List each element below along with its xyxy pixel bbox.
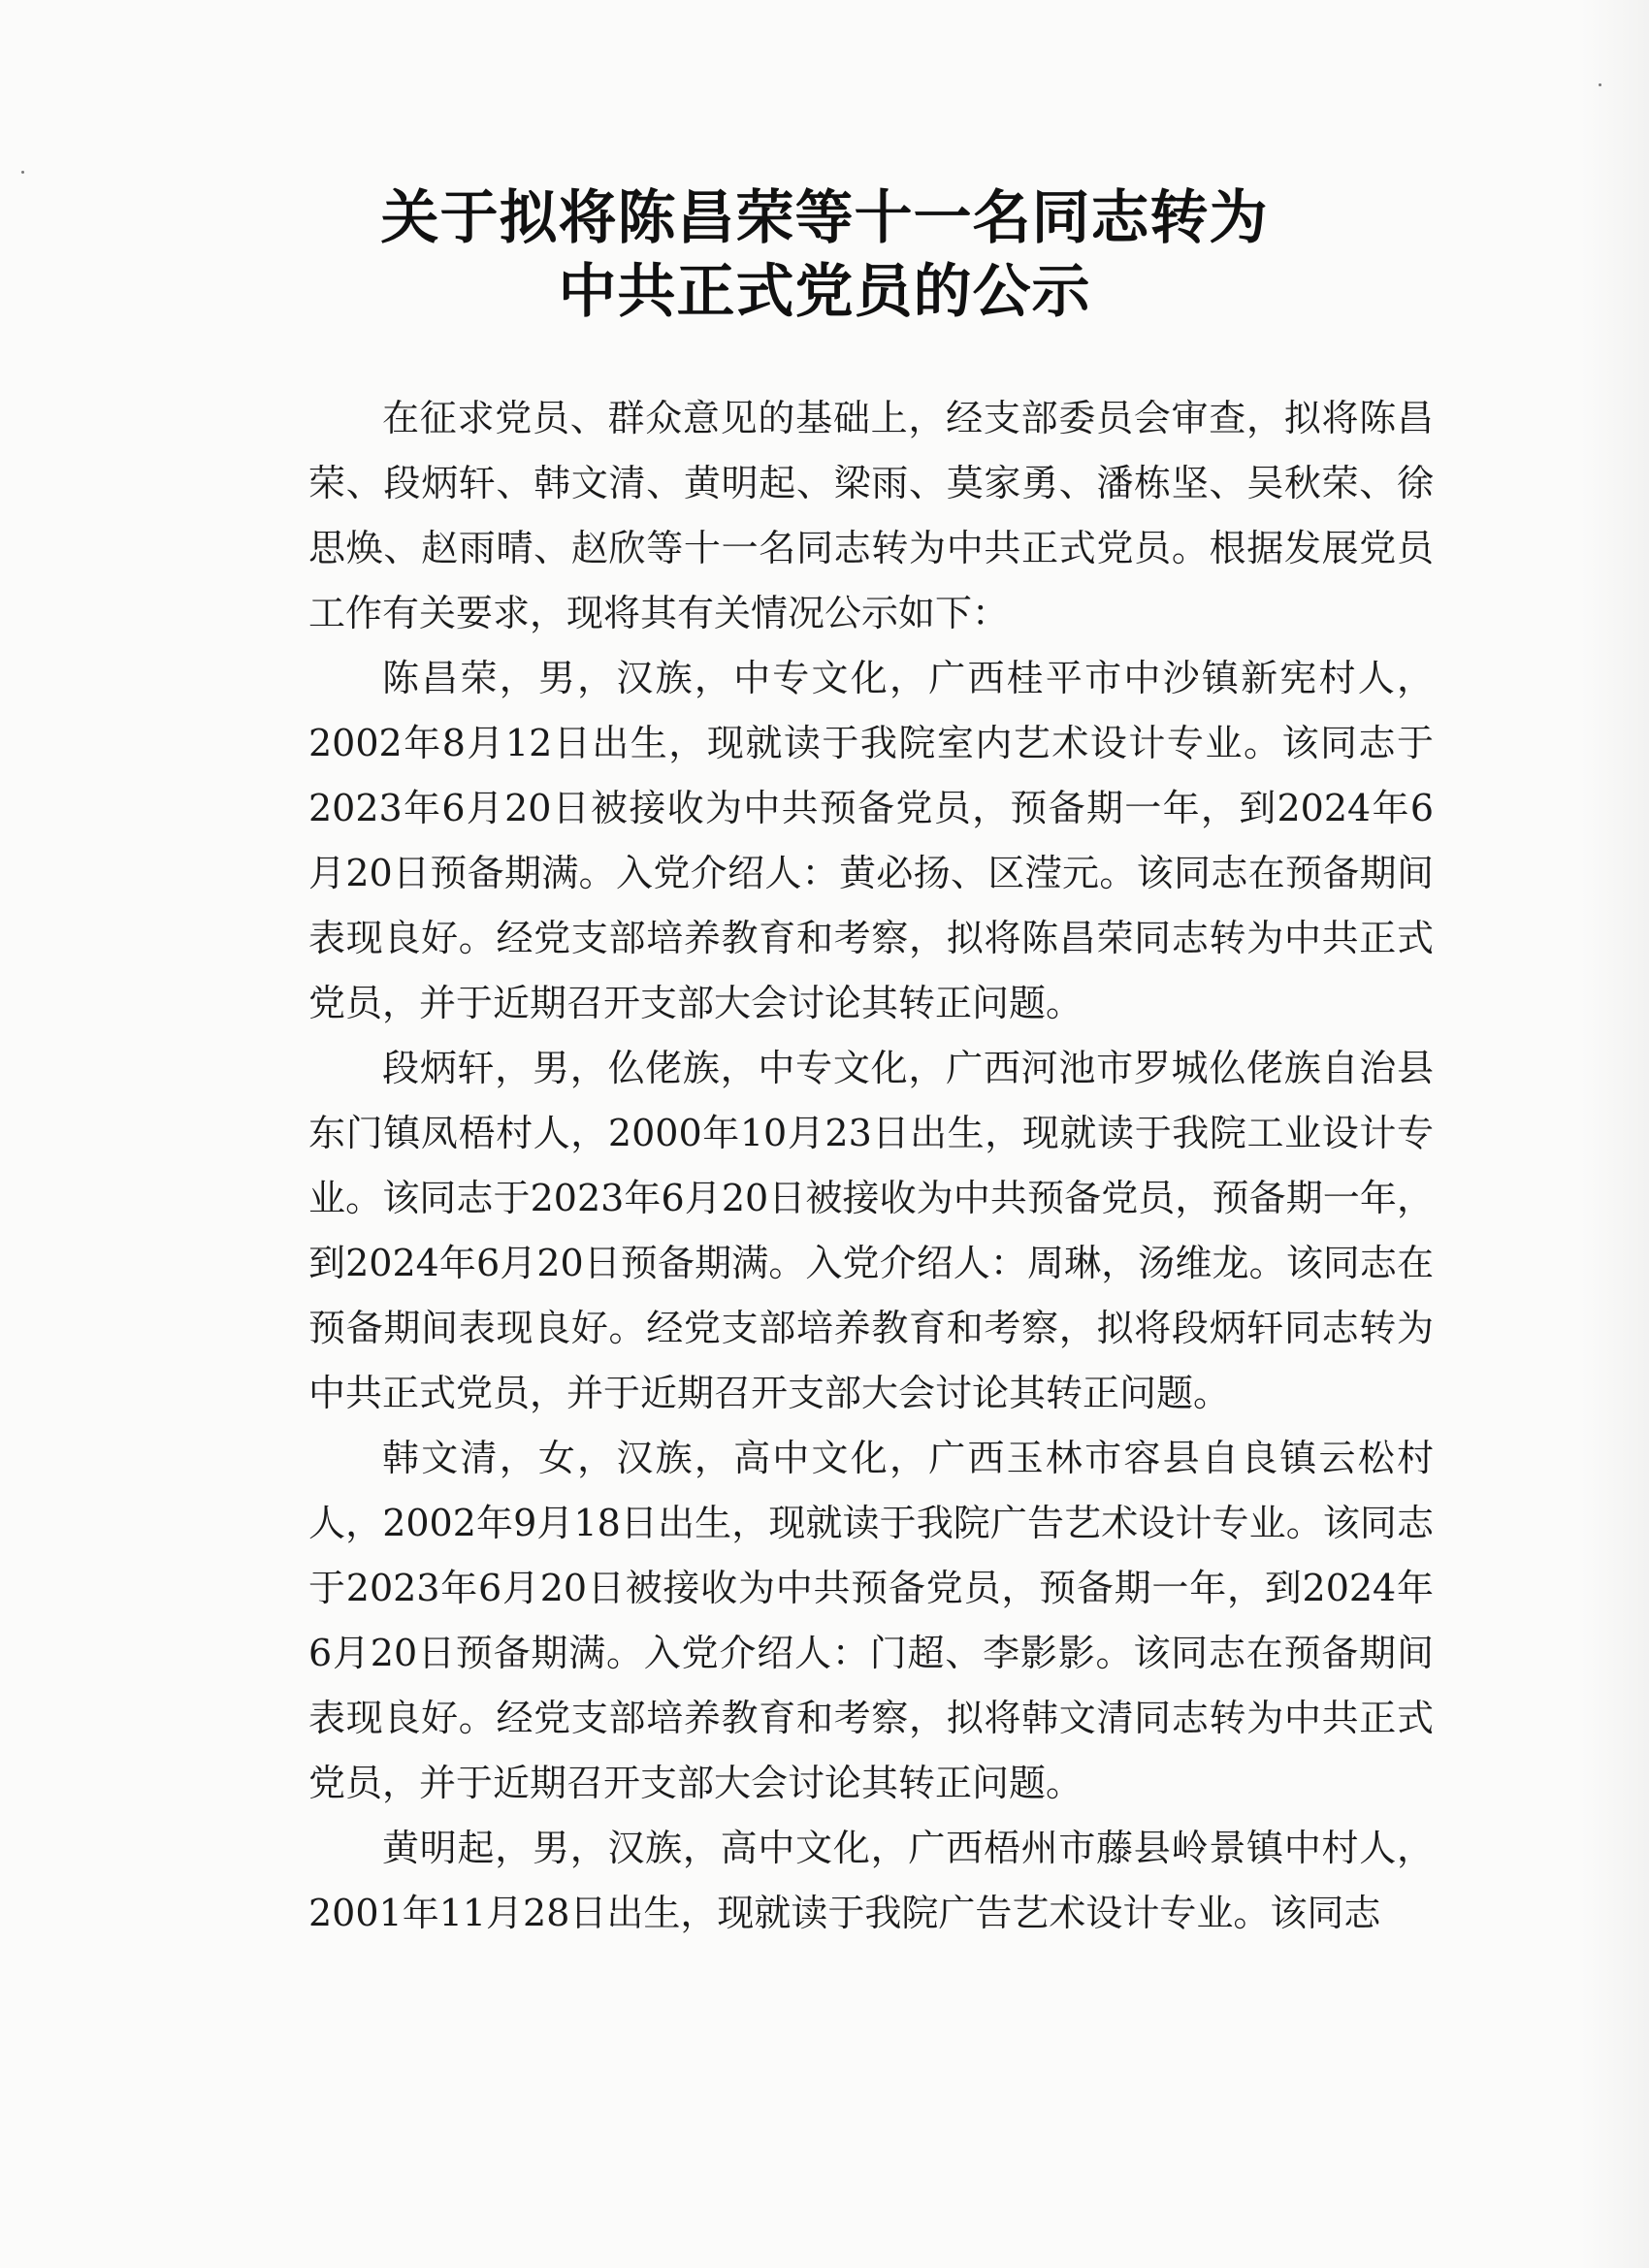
scan-speck [1599,83,1601,86]
intro-paragraph: 在征求党员、群众意见的基础上，经支部委员会审查，拟将陈昌荣、段炳轩、韩文清、黄明起、梁雨、莫家勇、潘栋坚、吴秋荣、徐思焕、赵雨晴、赵欣等十一名同志转为中共正式党员。根据发展党员工作有关要求，现将其有关情况公示如下： [308,397,1434,634]
scan-speck [21,171,24,174]
document-title-line-1: 关于拟将陈昌荣等十一名同志转为 [380,184,1269,252]
scan-edge-shadow [1581,0,1649,2268]
paragraph-han-wenqing: 韩文清，女，汉族，高中文化，广西玉林市容县自良镇云松村人，2002年9月18日出生，现就读于我院广告艺术设计专业。该同志于2023年6月20日被接收为中共预备党员，预备期一年，到2024年6月20日预备期满。入党介绍人：门超、李影影。该同志在预备期间表现良好。经党支部培养教育和考察，拟将韩文清同志转为中共正式党员，并于近期召开支部大会讨论其转正问题。 [308,1437,1434,1804]
paragraph-chen-changrong: 陈昌荣，男，汉族，中专文化，广西桂平市中沙镇新宪村人，2002年8月12日出生，现就读于我院室内艺术设计专业。该同志于2023年6月20日被接收为中共预备党员，预备期一年，到2024年6月20日预备期满。入党介绍人：黄必扬、区滢元。该同志在预备期间表现良好。经党支部培养教育和考察，拟将陈昌荣同志转为中共正式党员，并于近期召开支部大会讨论其转正问题。 [308,657,1434,1024]
document-body [308,386,1434,1946]
paragraph-huang-mingqi: 黄明起，男，汉族，高中文化，广西梧州市藤县岭景镇中村人，2001年11月28日出生，现就读于我院广告艺术设计专业。该同志 [308,1827,1434,1934]
document-title-line-2: 中共正式党员的公示 [558,258,1091,326]
paragraph-duan-bingxuan: 段炳轩，男，仫佬族，中专文化，广西河池市罗城仫佬族自治县东门镇凤梧村人，2000年10月23日出生，现就读于我院工业设计专业。该同志于2023年6月20日被接收为中共预备党员，预备期一年，到2024年6月20日预备期满。入党介绍人：周琳，汤维龙。该同志在预备期间表现良好。经党支部培养教育和考察，拟将段炳轩同志转为中共正式党员，并于近期召开支部大会讨论其转正问题。 [308,1047,1434,1414]
